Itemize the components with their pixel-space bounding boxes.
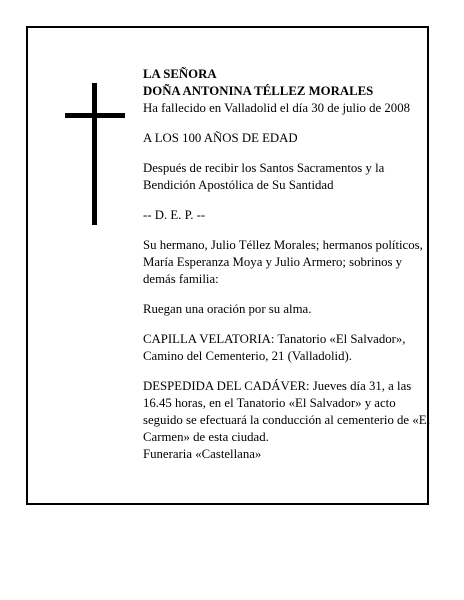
chapel-line-1: CAPILLA VELATORIA: Tanatorio «El Salvador», [143,332,406,346]
family-line-2: María Esperanza Moya y Julio Armero; sobrinos y [143,255,403,269]
funeral-home-line: Funeraria «Castellana» [143,447,262,461]
title-line-1: LA SEÑORA [143,67,217,81]
farewell-line-1: DESPEDIDA DEL CADÁVER: Jueves día 31, a las [143,379,412,393]
family-line-3: demás familia: [143,272,219,286]
age-line: A LOS 100 AÑOS DE EDAD [143,131,298,145]
obituary-text [143,66,447,463]
rip-line: -- D. E. P. -- [143,208,206,222]
cross-icon-arm [65,113,125,118]
sacraments-line-1: Después de recibir los Santos Sacramentos y la [143,161,385,175]
farewell-line-3: seguido se efectuará la conducción al cementerio de «El [143,413,431,427]
sacraments-line-2: Bendición Apostólica de Su Santidad [143,178,334,192]
chapel-line-2: Camino del Cementerio, 21 (Valladolid). [143,349,352,363]
farewell-line-2: 16.45 horas, en el Tanatorio «El Salvador» y acto [143,396,396,410]
farewell-line-4: Carmen» de esta ciudad. [143,430,269,444]
death-announcement: Ha fallecido en Valladolid el día 30 de julio de 2008 [143,101,411,115]
deceased-name: DOÑA ANTONINA TÉLLEZ MORALES [143,84,374,98]
prayer-line: Ruegan una oración por su alma. [143,302,312,316]
cross-icon [92,83,97,225]
obituary-card [26,26,429,505]
family-line-1: Su hermano, Julio Téllez Morales; hermanos políticos, [143,238,423,252]
